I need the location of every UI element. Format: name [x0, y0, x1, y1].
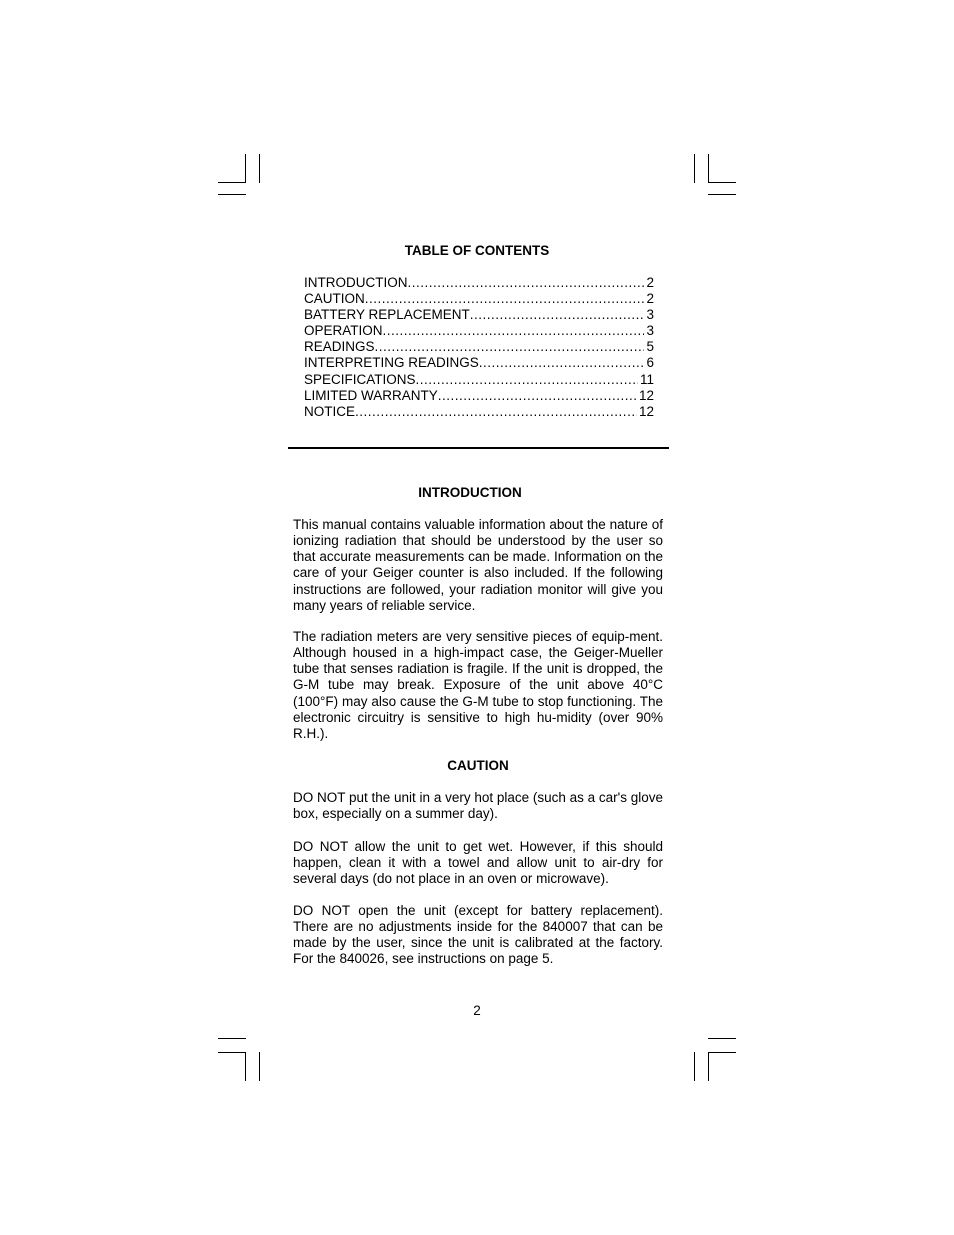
crop-mark — [218, 1038, 246, 1039]
toc-entry-page: 5 — [646, 339, 654, 355]
toc-entry-page: 12 — [638, 387, 654, 403]
toc-entry-label: INTERPRETING READINGS — [304, 355, 479, 371]
crop-mark — [694, 154, 695, 183]
crop-mark — [708, 1052, 736, 1053]
crop-mark — [694, 1052, 695, 1081]
caution-paragraph: DO NOT open the unit (except for battery replacement). There are no adjustments inside for the 840007 that can be made by the user, since the unit is calibrated at the factory. For the 840026, see instructions on page 5. — [293, 903, 663, 967]
crop-mark — [259, 1052, 260, 1081]
crop-mark — [708, 194, 736, 195]
crop-mark — [259, 154, 260, 183]
crop-mark — [218, 194, 246, 195]
crop-mark — [218, 1052, 246, 1053]
toc-list — [304, 275, 654, 420]
toc-entry[interactable] — [304, 291, 654, 307]
crop-mark — [708, 182, 736, 183]
toc-entry-label: BATTERY REPLACEMENT — [304, 307, 470, 323]
crop-mark — [218, 182, 246, 183]
crop-mark — [708, 1052, 709, 1081]
introduction-paragraph: The radiation meters are very sensitive pieces of equip-ment. Although housed in a high-impact case, the Geiger-Mueller tube that senses radiation is fragile. If the unit is dropped, the G-M tube may break. Exposure of the unit above 40°C (100°F) may also cause the G-M tube to stop functioning. The electronic circuitry is sensitive to high hu-midity (over 90% R.H.). — [293, 629, 663, 741]
introduction-paragraph: This manual contains valuable information about the nature of ionizing radiation that should be understood by the user so that accurate measurements can be made. Information on the care of your Geiger counter is also included. If the following instructions are followed, your radiation monitor will give you many years of reliable service. — [293, 517, 663, 613]
toc-entry-label: CAUTION — [304, 291, 365, 307]
crop-mark — [245, 1052, 246, 1081]
toc-entry-label: OPERATION — [304, 323, 383, 339]
toc-entry[interactable] — [304, 339, 654, 355]
toc-entry-label: INTRODUCTION — [304, 275, 408, 290]
toc-entry-page: 6 — [646, 355, 654, 371]
toc-entry[interactable] — [304, 323, 654, 339]
toc-entry-label: NOTICE — [304, 403, 356, 419]
toc-title: TABLE OF CONTENTS — [404, 243, 550, 258]
toc-entry[interactable] — [304, 404, 654, 420]
toc-entry-label: LIMITED WARRANTY — [304, 387, 438, 403]
toc-entry-page: 3 — [646, 323, 654, 339]
crop-mark — [245, 154, 246, 183]
caution-paragraph: DO NOT put the unit in a very hot place (such as a car's glove box, especially on a summer day). — [293, 790, 664, 822]
toc-entry[interactable] — [304, 307, 654, 323]
crop-mark — [708, 154, 709, 183]
toc-entry-label: SPECIFICATIONS — [304, 371, 416, 387]
toc-entry-page: 2 — [646, 275, 654, 290]
crop-mark — [708, 1038, 736, 1039]
toc-entry[interactable] — [304, 355, 654, 371]
toc-entry-label: READINGS — [304, 339, 375, 355]
caution-heading: CAUTION — [447, 758, 509, 773]
toc-entry[interactable] — [304, 372, 654, 388]
toc-entry-page: 12 — [638, 403, 654, 419]
toc-entry-page: 3 — [646, 307, 654, 323]
toc-entry-page: 2 — [646, 291, 654, 307]
caution-paragraph: DO NOT allow the unit to get wet. However, if this should happen, clean it with a towel and allow unit to air-dry for several days (do not place in an oven or microwave). — [293, 839, 663, 887]
section-divider — [288, 447, 669, 449]
toc-entry[interactable] — [304, 275, 654, 291]
toc-entry[interactable] — [304, 388, 654, 404]
toc-entry-page: 11 — [639, 371, 654, 387]
introduction-heading: INTRODUCTION — [418, 485, 522, 500]
page-number: 2 — [473, 1003, 481, 1018]
